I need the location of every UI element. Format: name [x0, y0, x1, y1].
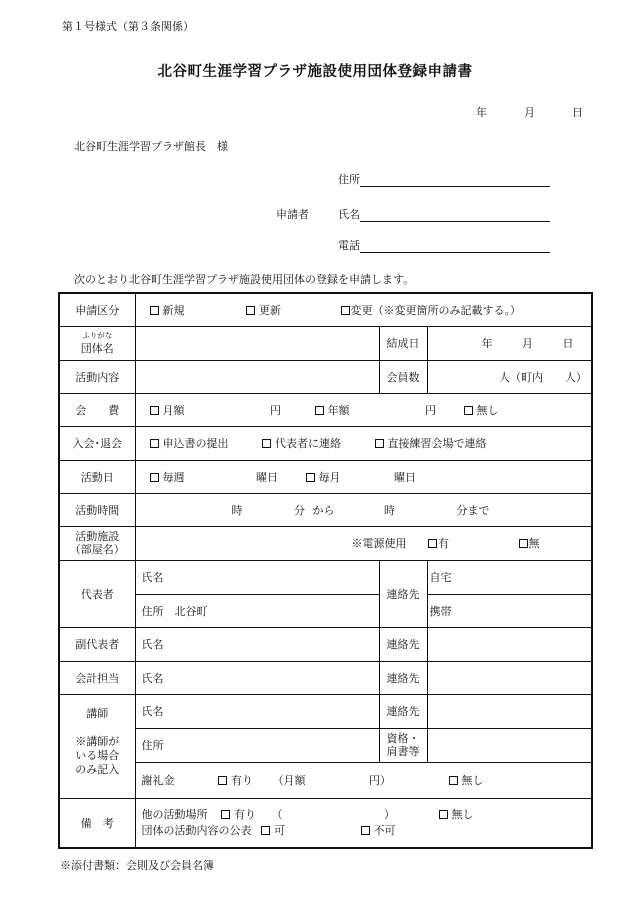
join-options: [135, 426, 592, 460]
join-form-checkbox[interactable]: [150, 439, 159, 448]
fee-yes-checkbox[interactable]: [218, 776, 227, 785]
instructor-contact-label: 連絡先: [379, 694, 427, 728]
other-place-label: 他の活動場所: [141, 807, 208, 821]
qualification-label: [379, 728, 427, 762]
yen-label-2: 円: [425, 403, 436, 417]
intro-text: 次のとおり北谷町生涯学習プラザ施設使用団体の登録を申請します。: [74, 273, 415, 286]
name-label: 氏名: [338, 208, 360, 221]
publish-label: 団体の活動内容の公表: [141, 823, 252, 837]
yearly-fee-label: 年額: [327, 403, 350, 417]
hour-label-2: 時: [384, 503, 395, 517]
instructor-note-1: ※講師が: [75, 734, 120, 748]
remarks-content: [135, 798, 592, 848]
instructor-label: [59, 694, 135, 798]
instructor-name-label: 氏名: [141, 705, 164, 718]
remarks-label: 備 考: [59, 798, 135, 848]
from-label: から: [312, 503, 335, 517]
rep-name-label: 氏名: [141, 571, 164, 584]
qualification-input[interactable]: [427, 728, 592, 762]
facility-input[interactable]: [135, 526, 592, 560]
fee-options: [135, 393, 592, 426]
rep-contact-label: 連絡先: [379, 560, 427, 627]
instructor-fee-row: [135, 762, 592, 798]
page-title: 北谷町生涯学習プラザ施設使用団体登録申請書: [157, 63, 473, 80]
date-day-label: 日: [572, 106, 583, 119]
hour-label-1: 時: [231, 503, 243, 517]
members-unit: 人（町内 人）: [499, 370, 587, 384]
weekday-label-1: 曜日: [256, 470, 278, 484]
name-line: [360, 221, 550, 222]
instructor-title: 講師: [86, 706, 109, 720]
join-opt1-label: 申込書の提出: [162, 437, 229, 450]
new-label: 新規: [162, 303, 185, 317]
accountant-name-label: 氏名: [141, 671, 164, 685]
fee-none-label: 無し: [461, 774, 484, 787]
group-name-input[interactable]: [135, 326, 379, 360]
applicant-phone-field[interactable]: [338, 237, 550, 251]
join-label: 入会･退会: [59, 426, 135, 460]
facility-label-1: 活動施設: [75, 530, 120, 543]
date-month-label: 月: [524, 106, 535, 119]
founded-label: 結成日: [379, 326, 427, 360]
no-fee-checkbox[interactable]: [464, 406, 473, 415]
type-options: [135, 293, 592, 326]
facility-label: [59, 526, 135, 560]
founded-year: 年: [481, 337, 493, 350]
update-label: 更新: [259, 303, 281, 317]
monthly-label: 毎月: [318, 470, 341, 484]
applicant-address-field[interactable]: [338, 171, 550, 185]
accountant-label: 会計担当: [59, 661, 135, 694]
days-options: [135, 460, 592, 493]
fee-yen-label: 円）: [369, 774, 391, 787]
other-place-none-label: 無し: [451, 807, 474, 821]
fee-none-checkbox[interactable]: [449, 776, 458, 785]
fee-label: 会 費: [59, 393, 135, 426]
hours-label: 活動時間: [59, 493, 135, 526]
members-label: 会員数: [379, 360, 427, 393]
rep-label: 代表者: [59, 560, 135, 627]
form-code: 第１号様式（第３条関係）: [62, 20, 194, 33]
minute-label-1: 分: [294, 503, 305, 517]
weekday-label-2: 曜日: [394, 470, 416, 484]
paren-open: （: [271, 807, 283, 821]
accountant-contact-label: 連絡先: [379, 661, 427, 694]
join-opt3-label: 直接練習会場で連絡: [387, 437, 487, 450]
update-checkbox[interactable]: [246, 306, 255, 315]
founded-day: 日: [562, 337, 574, 350]
date-year-label: 年: [476, 106, 487, 119]
days-label: 活動日: [59, 460, 135, 493]
publish-ng-label: 不可: [373, 823, 396, 837]
rep-home-input[interactable]: [427, 560, 592, 594]
change-label: 変更（※変更箇所のみ記載する。）: [350, 303, 521, 317]
activity-label: 活動内容: [59, 360, 135, 393]
fee-yes-label: 有り: [231, 774, 253, 787]
application-table: [58, 292, 593, 849]
rep-mobile-input[interactable]: [427, 594, 592, 627]
addressee: 北谷町生涯学習プラザ館長 様: [74, 140, 228, 153]
qual-label-2: 肩書等: [386, 745, 420, 758]
join-opt2-label: 代表者に連絡: [275, 437, 341, 450]
instructor-name-input[interactable]: [135, 694, 379, 728]
paren-close: ）: [384, 807, 395, 821]
monthly-checkbox[interactable]: [306, 473, 315, 482]
monthly-fee-label: 月額: [162, 403, 185, 417]
vice-name-input[interactable]: [135, 627, 379, 661]
monthly-fee-checkbox[interactable]: [150, 406, 159, 415]
attachments-note: ※添付書類：会則及び会員名簿: [60, 859, 214, 872]
until-label: 分まで: [456, 503, 490, 517]
facility-label-2: （部屋名）: [69, 543, 125, 556]
group-label: 団体名: [80, 341, 114, 355]
applicant-name-field[interactable]: [338, 206, 550, 220]
founded-month: 月: [522, 337, 533, 350]
vice-label: 副代表者: [59, 627, 135, 661]
instructor-address-label: 住所: [141, 739, 164, 752]
no-fee-label: 無し: [476, 403, 499, 417]
accountant-contact-input[interactable]: [427, 661, 592, 694]
founded-date-input[interactable]: [427, 326, 592, 360]
power-yes-checkbox[interactable]: [428, 539, 437, 548]
rep-address-label: 住所 北谷町: [141, 604, 208, 618]
instructor-note-3: のみ記入: [75, 762, 120, 776]
instructor-fee-label: 謝礼金: [141, 774, 175, 787]
join-rep-checkbox[interactable]: [262, 439, 271, 448]
activity-input[interactable]: [135, 360, 379, 393]
join-direct-checkbox[interactable]: [375, 439, 384, 448]
address-line: [360, 186, 550, 187]
address-label: 住所: [338, 173, 360, 186]
accountant-name-input[interactable]: [135, 661, 379, 694]
yen-label-1: 円: [270, 403, 281, 417]
instructor-address-input[interactable]: [135, 728, 379, 762]
vice-contact-input[interactable]: [427, 627, 592, 661]
power-no-label: 無: [528, 537, 540, 550]
publish-ok-label: 可: [274, 823, 285, 837]
rep-name-input[interactable]: [135, 560, 379, 594]
new-checkbox[interactable]: [150, 306, 159, 315]
other-place-none-checkbox[interactable]: [439, 810, 448, 819]
vice-contact-label: 連絡先: [379, 627, 427, 661]
qual-label-1: 資格・: [386, 732, 420, 745]
members-input[interactable]: [427, 360, 592, 393]
power-no-checkbox[interactable]: [519, 539, 528, 548]
power-yes-label: 有: [438, 537, 449, 550]
furigana-label: ふりがな: [82, 330, 113, 340]
publish-ng-checkbox[interactable]: [361, 826, 370, 835]
rep-mobile-label: 携帯: [429, 604, 452, 618]
applicant-label: 申請者: [276, 208, 309, 221]
hours-input[interactable]: [135, 493, 592, 526]
fee-monthly-label: （月額: [272, 774, 306, 787]
phone-label: 電話: [338, 239, 360, 252]
vice-name-label: 氏名: [141, 638, 164, 651]
weekly-checkbox[interactable]: [150, 473, 159, 482]
phone-line: [360, 252, 550, 253]
group-name-label: [59, 326, 135, 360]
rep-home-label: 自宅: [429, 571, 452, 584]
rep-address-input[interactable]: [135, 594, 379, 627]
type-label: 申請区分: [59, 293, 135, 326]
other-place-yes-label: 有り: [234, 807, 256, 821]
power-label: ※電源使用: [351, 537, 407, 550]
change-checkbox[interactable]: [341, 306, 350, 315]
instructor-contact-input[interactable]: [427, 694, 592, 728]
publish-ok-checkbox[interactable]: [261, 826, 270, 835]
instructor-note-2: いる場合: [75, 748, 120, 762]
other-place-yes-checkbox[interactable]: [221, 810, 230, 819]
yearly-fee-checkbox[interactable]: [315, 406, 324, 415]
weekly-label: 毎週: [162, 470, 185, 484]
